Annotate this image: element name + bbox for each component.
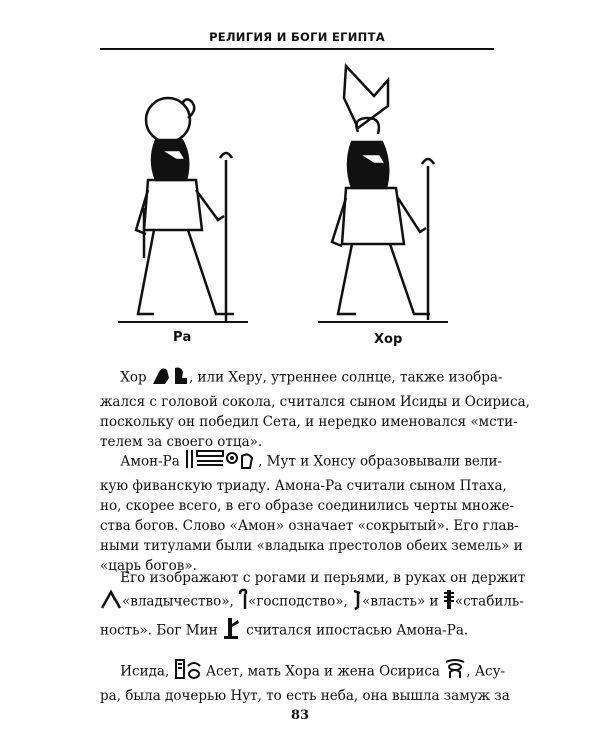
text-line: «владычество», «господство», «власть» и «стабиль- [100,588,494,616]
text-line: Его изображают с рогами и перьями, в руках он держит [120,570,526,586]
text-line: поскольку он победил Сета, и нередко именовался «мсти- [100,414,518,430]
term-amun-ra: Амон-Ра [120,453,180,470]
term-hor: Хор [120,369,147,386]
text-line: Хор , или Херу, утреннее солнце, также изобра- [100,364,494,392]
text-line: но, скорее всего, в его образе соединились черты множе- [100,498,515,514]
text-line: «царь богов». [100,558,197,574]
text-line: жался с головой сокола, считался сыном Исиды и Осириса, [100,394,530,410]
hieroglyph-hor-icon [151,364,189,392]
text-line: ными титулами были «владыка престолов обеих земель» и [100,538,523,554]
hieroglyph-crook-icon [238,588,248,616]
text-line: Исида, Асет, мать Хора и жена Осириса , Асу- [100,658,494,686]
paragraph-isis [100,658,510,706]
text-line: телем за своего отца». [100,434,263,450]
paragraph-regalia [100,568,526,646]
text-line: кую фиванскую триаду. Амона-Ра считали сыном Птаха, [100,478,507,494]
running-header: РЕЛИГИЯ И БОГИ ЕГИПТА [209,30,385,44]
text-line: ность». Бог Мин считался ипостасью Амона-Ра. [100,616,494,646]
hieroglyph-amun-ra-icon [184,448,258,476]
hieroglyph-min-icon [222,616,242,646]
figure-caption-horus: Хор [374,332,403,347]
ra-figure-icon [118,90,248,325]
hieroglyph-aset-icon [174,658,202,686]
figure-caption-ra: Ра [173,330,192,345]
header-rule [100,48,494,50]
hieroglyph-osiris-icon [444,658,466,686]
term-isis: Исида, [120,663,170,680]
hieroglyph-djed-icon [443,588,455,616]
text-line: ства богов. Слово «Амон» означает «сокрытый». Его глав- [100,518,519,534]
paragraph-horus [100,364,530,452]
horus-figure-icon [318,62,448,325]
hieroglyph-was-scepter-icon [352,588,362,616]
paragraph-amun-ra [100,448,523,576]
text-line: Амон-Ра , Мут и Хонсу образовывали вели- [100,448,494,476]
page-number: 83 [290,708,310,723]
text-line: ра, была дочерью Нут, то есть неба, она вышла замуж за [100,688,510,704]
hieroglyph-flail-icon [100,588,122,616]
